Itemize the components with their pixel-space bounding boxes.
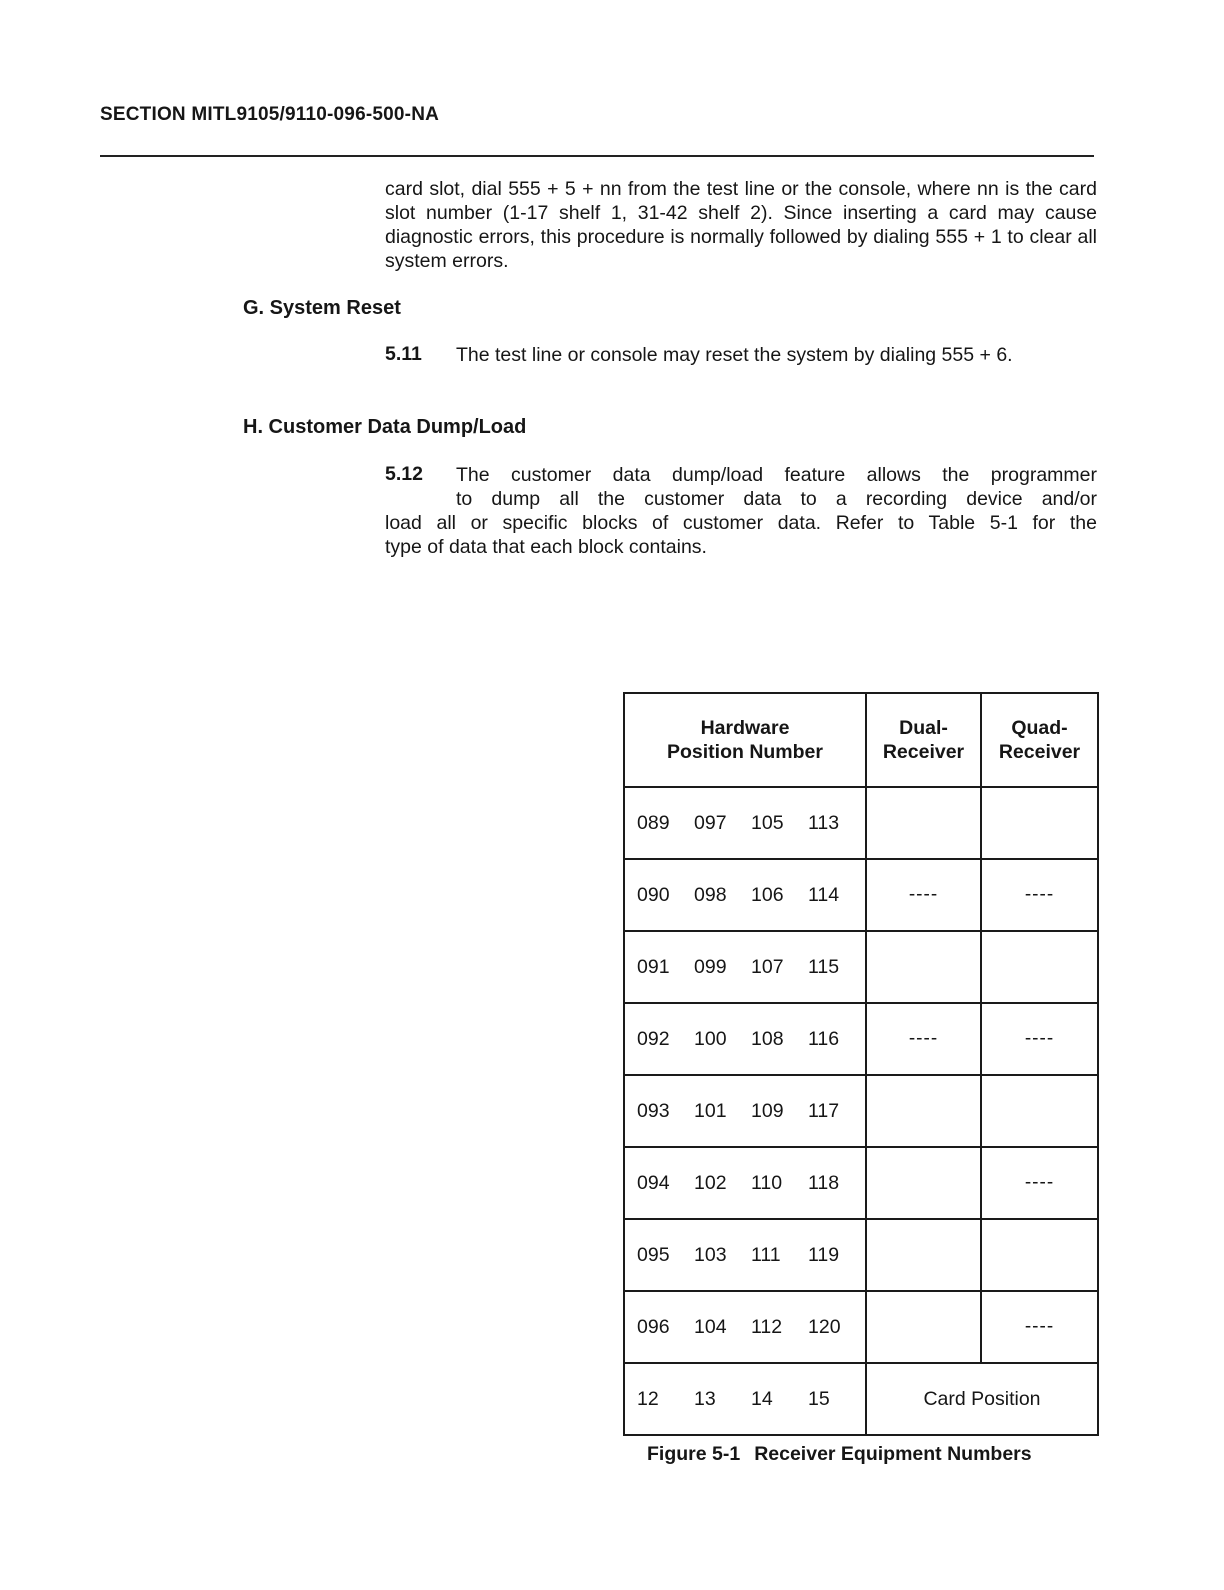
header-hardware-line1: Hardware — [700, 717, 790, 739]
table-row — [624, 1219, 1098, 1291]
position-number: 093 — [637, 1099, 670, 1122]
dual-receiver-cell: ---- — [866, 859, 981, 931]
card-number: 15 — [808, 1387, 830, 1410]
item-5-12-line-4: type of data that each block contains. — [385, 536, 707, 558]
position-number: 117 — [808, 1099, 840, 1122]
position-number: 101 — [694, 1099, 727, 1122]
card-position-row — [624, 1363, 1098, 1435]
header-rule — [100, 155, 1094, 157]
receiver-equipment-table — [623, 692, 1099, 1436]
quad-receiver-cell — [981, 1219, 1098, 1291]
card-number: 12 — [637, 1387, 659, 1410]
position-number: 103 — [694, 1243, 727, 1266]
dual-receiver-cell — [866, 1075, 981, 1147]
position-number: 111 — [751, 1243, 781, 1266]
section-header: SECTION MITL9105/9110-096-500-NA — [100, 104, 440, 125]
intro-paragraph: card slot, dial 555 + 5 + nn from the test line or the console, where nn is the card slot number (1-17 shelf 1, 31-42 shelf 2). Since inserting a card may cause diagnostic errors, this procedure is normally followed by dialing 555 + 1 to clear all system errors. — [385, 178, 1097, 272]
dual-receiver-cell — [866, 1219, 981, 1291]
quad-receiver-cell: ---- — [981, 1291, 1098, 1363]
position-number: 095 — [637, 1243, 670, 1266]
table-row — [624, 1147, 1098, 1219]
position-number: 094 — [637, 1171, 670, 1194]
card-position-label: Card Position — [866, 1363, 1098, 1435]
header-dual-line2: Receiver — [882, 741, 965, 763]
section-g-title: G. System Reset — [243, 297, 401, 319]
table-row — [624, 787, 1098, 859]
table-row — [624, 931, 1098, 1003]
quad-receiver-cell: ---- — [981, 1003, 1098, 1075]
item-5-12-line-2: to dump all the customer data to a recording device and/or — [456, 488, 1097, 510]
position-number: 098 — [694, 883, 727, 906]
hardware-positions — [625, 884, 865, 907]
position-number: 110 — [751, 1171, 783, 1194]
card-position-numbers — [625, 1388, 865, 1411]
table-header-row — [624, 693, 1098, 787]
header-quad-receiver — [981, 693, 1098, 787]
hardware-positions — [625, 956, 865, 979]
position-number: 104 — [694, 1315, 727, 1338]
position-number: 096 — [637, 1315, 670, 1338]
position-number: 092 — [637, 1027, 670, 1050]
card-number: 13 — [694, 1387, 716, 1410]
position-number: 097 — [694, 811, 727, 834]
position-number: 120 — [808, 1315, 841, 1338]
position-number: 112 — [751, 1315, 783, 1338]
dual-receiver-cell: ---- — [866, 1003, 981, 1075]
position-number: 114 — [808, 883, 840, 906]
position-number: 118 — [808, 1171, 840, 1194]
hardware-positions — [625, 1028, 865, 1051]
hardware-positions — [625, 1172, 865, 1195]
position-number: 116 — [808, 1027, 840, 1050]
position-number: 113 — [808, 811, 840, 834]
quad-receiver-cell: ---- — [981, 1147, 1098, 1219]
table-row — [624, 1003, 1098, 1075]
item-number-5-11: 5.11 — [385, 343, 422, 365]
position-number: 089 — [637, 811, 670, 834]
dual-receiver-cell — [866, 931, 981, 1003]
hardware-positions — [625, 1244, 865, 1267]
table-row — [624, 1075, 1098, 1147]
header-quad-line2: Receiver — [998, 741, 1081, 763]
position-number: 115 — [808, 955, 840, 978]
header-hardware-line2: Position Number — [666, 741, 823, 763]
hardware-positions — [625, 812, 865, 835]
item-5-12-text — [385, 463, 1097, 559]
hardware-positions — [625, 1316, 865, 1339]
position-number: 107 — [751, 955, 784, 978]
header-quad-line1: Quad- — [1011, 717, 1068, 739]
figure-caption — [647, 1443, 1032, 1466]
item-5-12-line-1: The customer data dump/load feature allows the programmer — [456, 464, 1097, 486]
dual-receiver-cell — [866, 1291, 981, 1363]
figure-caption-number: Figure 5-1 — [647, 1443, 741, 1465]
position-number: 099 — [694, 955, 727, 978]
position-number: 091 — [637, 955, 670, 978]
position-number: 109 — [751, 1099, 784, 1122]
hardware-positions — [625, 1100, 865, 1123]
header-dual-line1: Dual- — [899, 717, 948, 739]
position-number: 105 — [751, 811, 784, 834]
position-number: 100 — [694, 1027, 727, 1050]
position-number: 102 — [694, 1171, 727, 1194]
table-row — [624, 859, 1098, 931]
dual-receiver-cell — [866, 787, 981, 859]
quad-receiver-cell — [981, 931, 1098, 1003]
quad-receiver-cell — [981, 787, 1098, 859]
position-number: 108 — [751, 1027, 784, 1050]
quad-receiver-cell — [981, 1075, 1098, 1147]
position-number: 090 — [637, 883, 670, 906]
item-5-11-text: The test line or console may reset the system by dialing 555 + 6. — [456, 344, 1013, 366]
dual-receiver-cell — [866, 1147, 981, 1219]
quad-receiver-cell: ---- — [981, 859, 1098, 931]
item-number-5-12: 5.12 — [385, 463, 423, 485]
item-5-12-line-3: load all or specific blocks of customer data. Refer to Table 5-1 for the — [385, 512, 1097, 534]
position-number: 119 — [808, 1243, 840, 1266]
card-number: 14 — [751, 1387, 773, 1410]
figure-caption-title: Receiver Equipment Numbers — [754, 1443, 1032, 1465]
section-h-title: H. Customer Data Dump/Load — [243, 416, 527, 438]
position-number: 106 — [751, 883, 784, 906]
table-row — [624, 1291, 1098, 1363]
header-hardware-position — [624, 693, 866, 787]
header-dual-receiver — [866, 693, 981, 787]
